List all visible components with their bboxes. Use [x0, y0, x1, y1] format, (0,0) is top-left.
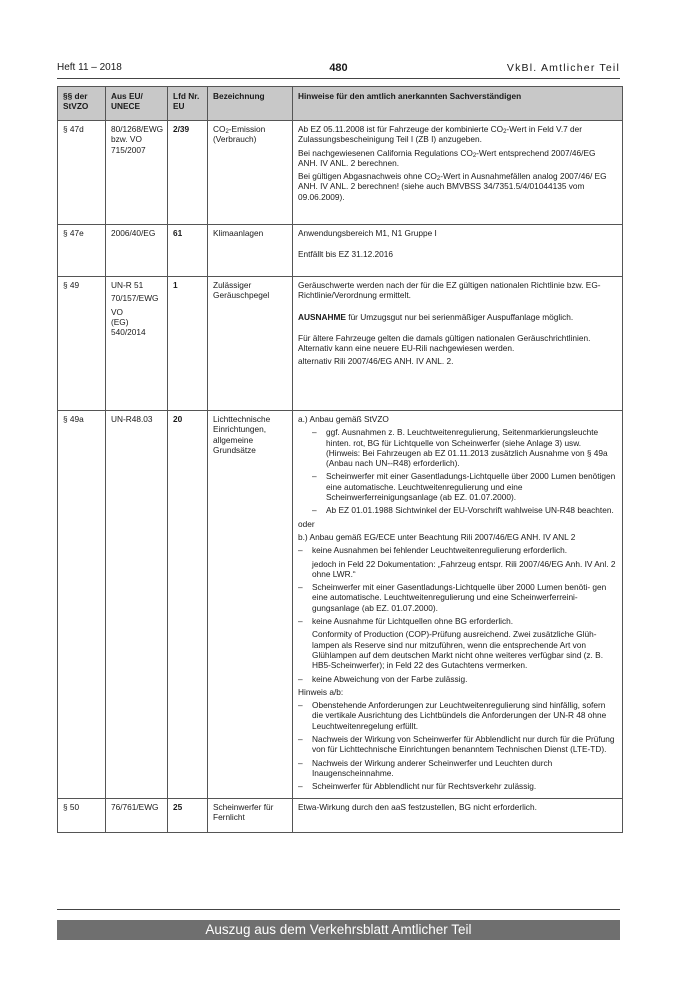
section-heading: Hinweis a/b:	[298, 686, 344, 697]
page-number: 480	[329, 62, 348, 74]
regulation-table	[57, 86, 623, 833]
note: Ab EZ 05.11.2008 ist für Fahrzeuge der kombinierte $CO_2$-Wert in Feld V.7 der Zulassungsbescheinigung Teil I (ZB I) anzugeben.	[298, 124, 583, 145]
cell-lfd-nr: 61	[168, 225, 208, 277]
cell-lfd-nr: 1	[168, 277, 208, 411]
note: Bei gültigen Abgasnachweis ohne $CO_2$-Wert in Ausnahmefällen analog 2007/46/ EG ANH. IV ANL. 2 berechnen! (siehe auch BMVBSS 34/7351.5/4/01044135 vom 09.06.2009).	[298, 171, 607, 202]
list-item: – keine Ausnahme für Lichtquellen ohne BG erforderlich.	[298, 616, 617, 626]
footer-banner: Auszug aus dem Verkehrsblatt Amtlicher Teil	[57, 920, 620, 940]
cell-eu: 2006/40/EG	[106, 225, 168, 277]
note: oder	[298, 518, 315, 529]
table-row	[58, 225, 623, 277]
table-header-row	[58, 87, 623, 121]
cell-hinweise: Etwa-Wirkung durch den aaS festzustellen, BG nicht erforderlich.	[293, 798, 623, 832]
cell-lfd-nr: 20	[168, 411, 208, 799]
col-header-eu: Aus EU/ UNECE	[106, 87, 168, 121]
table-row	[58, 277, 623, 411]
cell-stvzo: § 49	[58, 277, 106, 411]
note: AUSNAHME für Umzugsgut nur bei serienmäßiger Auspuffanlage möglich.	[298, 311, 574, 322]
cell-hinweise	[293, 277, 623, 411]
cell-bezeichnung: Klimaanlagen	[208, 225, 293, 277]
cell-eu: 80/1268/EWG bzw. VO 715/2007	[106, 121, 168, 225]
col-header-hinweise: Hinweise für den amtlich anerkannten Sachverständigen	[293, 87, 623, 121]
list-item: – Ab EZ 01.01.1988 Sichtwinkel der EU-Vorschrift wahlweise UN-R48 beachten.	[312, 505, 617, 515]
section-heading: a.) Anbau gemäß StVZO	[298, 414, 389, 424]
cell-stvzo: § 49a	[58, 411, 106, 799]
journal-title: VkBl. Amtlicher Teil	[506, 62, 620, 74]
issue-label: Heft 11 – 2018	[57, 62, 122, 73]
note: Bei nachgewiesenen California Regulations $CO_2$-Wert entsprechend 2007/46/EG ANH. IV ANL. 2 berechnen.	[298, 147, 596, 168]
table-row	[58, 121, 623, 225]
list-item: – Obenstehende Anforderungen zur Leuchtweitenregulierung sind hinfällig, sofern die vertikale Ausrichtung des Lichtbündels die Anforderungen der UN-R 48 ohne Leuchtweitenregelung erfüllt.	[298, 700, 617, 731]
list-item: – Nachweis der Wirkung anderer Scheinwerfer und Leuchten durch Inaugenscheinnahme.	[298, 758, 617, 779]
footer-divider	[57, 909, 620, 910]
page-header	[57, 62, 620, 78]
cell-bezeichnung: Zulässiger Geräuschpegel	[208, 277, 293, 411]
table-row	[58, 798, 623, 832]
list-item: – Scheinwerfer mit einer Gasentladungs-Lichtquelle über 2000 Lumen benöti- gen eine automatische. Leuchtweitenregulierung und eine Scheinwerferreini- gungsanlage (ab EZ. 01.07.2000).	[298, 582, 617, 613]
cell-bezeichnung: $CO_2$-Emission (Verbrauch)	[208, 121, 293, 225]
note: jedoch in Feld 22 Dokumentation: „Fahrzeug entspr. Rili 2007/46/EG Anh. IV Anl. 2 ohne LWR.“	[312, 558, 616, 579]
list-item: – keine Ausnahmen bei fehlender Leuchtweitenregulierung erforderlich.	[298, 545, 617, 555]
header-divider	[57, 78, 620, 79]
cell-hinweise	[293, 225, 623, 277]
note: Entfällt bis EZ 31.12.2016	[298, 249, 394, 260]
cell-lfd-nr: 2/39	[168, 121, 208, 225]
list-item: – Nachweis der Wirkung von Scheinwerfer für Abblendlicht nur durch für die Prüfung von für Lichttechnische Einrichtungen benanntem Technischen Dienst (LTE-TD).	[298, 734, 617, 755]
list-item: – Scheinwerfer für Abblendlicht nur für Rechtsverkehr zulässig.	[298, 781, 617, 791]
col-header-stvzo: §§ der StVZO	[58, 87, 106, 121]
col-header-lfd-nr: Lfd Nr. EU	[168, 87, 208, 121]
note: Für ältere Fahrzeuge gelten die damals gültigen nationalen Geräuschrichtlinien. Alternativ kann eine neuere EU-Rili nachgewiesen werden.	[298, 332, 591, 354]
cell-eu: UN-R 51 70/157/EWG VO (EG) 540/2014	[106, 277, 168, 411]
note: Anwendungsbereich M1, N1 Gruppe I	[298, 228, 437, 238]
col-header-bezeichnung: Bezeichnung	[208, 87, 293, 121]
note: Conformity of Production (COP)-Prüfung ausreichend. Zwei zusätzliche Glüh- lampen als Reserve sind nur mitzuführen, wenn die entsprechende Art von Glühlampen auf dem deutschen Markt nicht ohne weiteres verfügbar sind (z. B. HB5-Scheinwerfer); in Feld 22 des Gutachtens vermerken.	[312, 629, 604, 671]
list-item: – keine Abweichung von der Farbe zulässig.	[298, 674, 617, 684]
cell-bezeichnung: Lichttechnische Einrichtungen, allgemeine Grundsätze	[208, 411, 293, 799]
list-item: – Scheinwerfer mit einer Gasentladungs-Lichtquelle über 2000 Lumen benötigen eine automatische. Leuchtweitenregulierung und eine Scheinwerferreinigungsanlage (ab EZ. 01.07.2000).	[312, 471, 617, 502]
cell-eu: 76/761/EWG	[106, 798, 168, 832]
table-row	[58, 411, 623, 799]
cell-bezeichnung: Scheinwerfer für Fernlicht	[208, 798, 293, 832]
list-item: – ggf. Ausnahmen z. B. Leuchtweitenregulierung, Seitenmarkierungsleuchte hinten. rot, BG für Lichtquelle von Scheinwerfer (siehe Anlage 3) usw. (Hinweis: Bei Fahrzeugen ab EZ 01.11.2013 zusätzlich Ausnahme von § 49a (Anbau nach UN--R48) erforderlich).	[312, 427, 617, 468]
section-heading: b.) Anbau gemäß EG/ECE unter Beachtung Rili 2007/46/EG ANH. IV ANL 2	[298, 531, 576, 542]
note: alternativ Rili 2007/46/EG ANH. IV ANL. 2.	[298, 356, 454, 367]
cell-eu: UN-R48.03	[106, 411, 168, 799]
cell-hinweise	[293, 121, 623, 225]
cell-stvzo: § 47d	[58, 121, 106, 225]
cell-hinweise	[293, 411, 623, 799]
note: Geräuschwerte werden nach der für die EZ gültigen nationalen Richtlinie bzw. EG-Richtlinie/Verordnung ermittelt.	[298, 280, 601, 301]
cell-lfd-nr: 25	[168, 798, 208, 832]
cell-stvzo: § 50	[58, 798, 106, 832]
cell-stvzo: § 47e	[58, 225, 106, 277]
